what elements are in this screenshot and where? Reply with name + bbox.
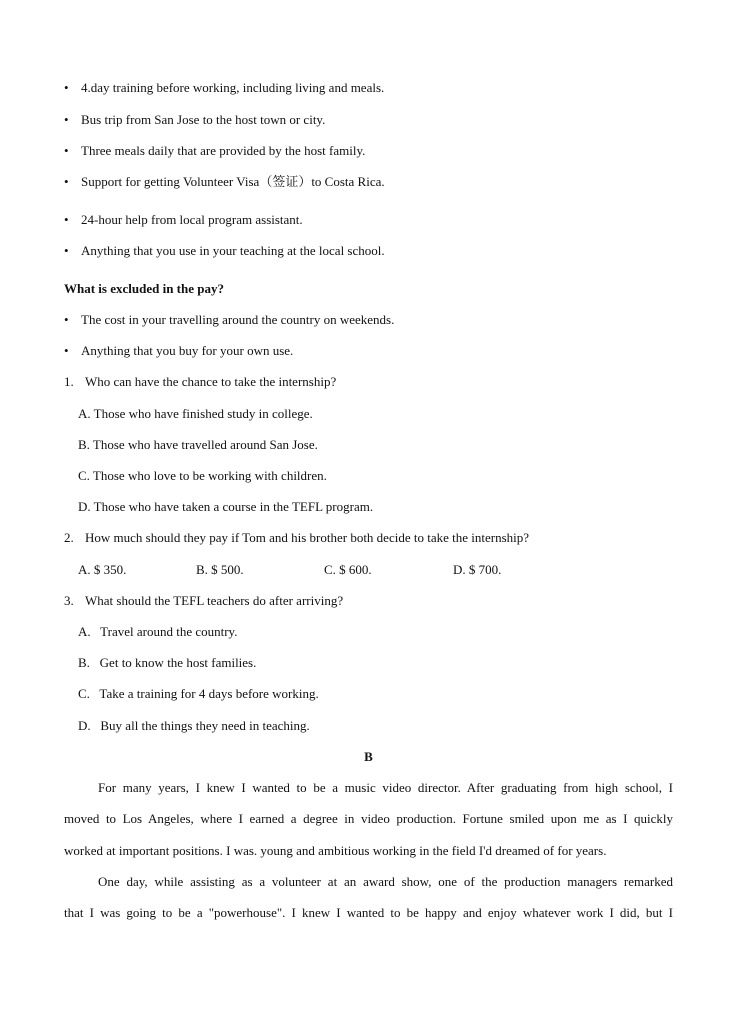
- option-d: D. $ 700.: [453, 562, 502, 577]
- question-text: Who can have the chance to take the internship?: [85, 374, 337, 389]
- list-item: Three meals daily that are provided by the host family.: [81, 143, 366, 158]
- question-text: How much should they pay if Tom and his brother both decide to take the internship?: [85, 530, 530, 545]
- list-item: The cost in your travelling around the country on weekends.: [81, 312, 395, 327]
- option-c: C. Those who love to be working with children.: [78, 468, 327, 483]
- option-d: D. Those who have taken a course in the TEFL program.: [78, 499, 374, 514]
- paragraph-line: worked at important positions. I was. young and ambitious working in the field I'd dreamed of for years.: [64, 843, 607, 858]
- bullet-icon: •: [64, 212, 69, 227]
- option-a: A. Travel around the country.: [78, 624, 238, 639]
- list-item: 4.day training before working, including living and meals.: [81, 80, 385, 95]
- option-a: A. $ 350.: [78, 562, 127, 577]
- question-number: 1.: [64, 374, 74, 389]
- paragraph-line: One day, while assisting as a volunteer at an award show, one of the production managers remarked: [98, 874, 673, 889]
- paragraph-line: For many years, I knew I wanted to be a music video director. After graduating from high school, I: [98, 780, 673, 795]
- paragraph-line: that I was going to be a "powerhouse". I knew I wanted to be happy and enjoy whatever work I did, but I: [64, 905, 673, 920]
- list-item: Anything that you use in your teaching at the local school.: [81, 243, 385, 258]
- question-text: What should the TEFL teachers do after arriving?: [85, 593, 344, 608]
- question-number: 3.: [64, 593, 74, 608]
- excluded-heading: What is excluded in the pay?: [64, 281, 224, 296]
- option-a: A. Those who have finished study in college.: [78, 406, 313, 421]
- bullet-icon: •: [64, 243, 69, 258]
- bullet-icon: •: [64, 143, 69, 158]
- list-item: Support for getting Volunteer Visa（签证）to Costa Rica.: [81, 174, 385, 189]
- option-c: C. $ 600.: [324, 562, 372, 577]
- list-item: Bus trip from San Jose to the host town or city.: [81, 112, 326, 127]
- bullet-icon: •: [64, 343, 69, 358]
- bullet-icon: •: [64, 80, 69, 95]
- section-title: B: [364, 749, 373, 764]
- bullet-icon: •: [64, 174, 69, 189]
- list-item: Anything that you buy for your own use.: [81, 343, 294, 358]
- bullet-icon: •: [64, 112, 69, 127]
- question-number: 2.: [64, 530, 74, 545]
- option-b: B. Get to know the host families.: [78, 655, 257, 670]
- paragraph-line: moved to Los Angeles, where I earned a degree in video production. Fortune smiled upon me as I quickly: [64, 811, 673, 826]
- option-b: B. $ 500.: [196, 562, 244, 577]
- bullet-icon: •: [64, 312, 69, 327]
- option-b: B. Those who have travelled around San Jose.: [78, 437, 318, 452]
- list-item: 24-hour help from local program assistant.: [81, 212, 303, 227]
- option-d: D. Buy all the things they need in teaching.: [78, 718, 310, 733]
- option-c: C. Take a training for 4 days before working.: [78, 686, 319, 701]
